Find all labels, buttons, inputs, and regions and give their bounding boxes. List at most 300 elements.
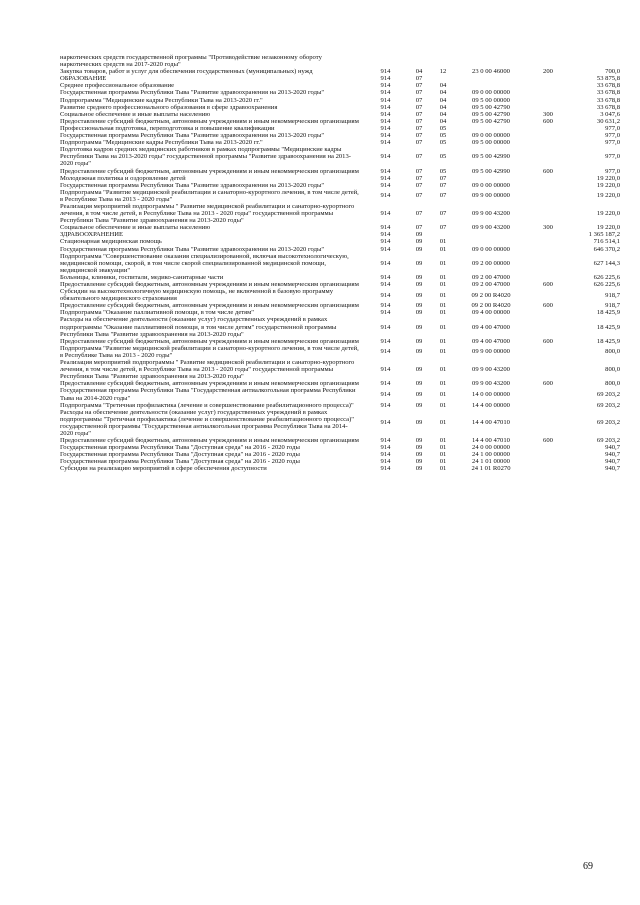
row-admin-code: 914 [380,323,391,331]
table-row [60,82,620,89]
row-amount: 19 220,0 [596,181,620,189]
row-expense-type [527,345,569,359]
row-name: Субсидии на реализацию мероприятий в сфере обеспечения доступности [60,465,267,473]
row-target-article: 09 2 00 R4020 [471,302,511,310]
row-subsection: 01 [439,366,447,374]
row-subsection: 01 [439,444,447,452]
row-expense-type [527,288,569,302]
row-target-article: 09 9 00 00000 [472,192,510,200]
row-admin-code: 914 [380,132,391,140]
row-admin-code: 914 [380,124,391,132]
row-subsection: 07 [439,181,447,189]
row-target-article: 09 2 00 00000 [472,259,510,267]
table-row [60,175,620,182]
row-name: Реализация мероприятий подпрограммы " Развитие медицинской реабилитации и санаторно-курортного лечения, в том числе детей, в Республике Тыва на 2013 - 2020 годы" государственной программы Республики Тыва "Развитие здравоохранения на 2013-2020 годы" [60,202,355,225]
row-target-article: 09 9 00 43200 [472,366,510,374]
row-name: наркотических средств государственной программы "Противодействие незаконному обороту наркотических средств на 2017-2020 годы" [60,54,322,69]
row-expense-type [527,203,569,224]
table-row [60,281,620,288]
row-name: Предоставление субсидий бюджетным, автономным учреждениям и иным некоммерческим организациям [60,167,359,175]
row-admin-code: 914 [380,390,391,398]
row-section: 09 [415,238,423,246]
row-section [407,54,431,68]
row-expense-type [527,82,569,89]
row-expense-type [527,458,569,465]
row-section: 09 [415,419,423,427]
row-name: Реализация мероприятий подпрограммы " Развитие медицинской реабилитации и санаторно-курортного лечения, в том числе детей, в Республике Тыва на 2013 - 2020 годы" государственной программы Республики Тыва "Развитие здравоохранения на 2013-2020 годы" [60,359,355,381]
row-expense-type: 600 [543,167,553,175]
row-amount: 33 678,8 [596,89,620,97]
row-subsection: 05 [439,124,447,132]
row-section: 09 [415,451,423,459]
row-target-article [455,54,527,68]
table-row [60,139,620,146]
row-section: 07 [415,167,423,175]
row-expense-type [527,465,569,472]
table-row [60,302,620,309]
row-target-article: 09 9 00 43200 [472,210,510,218]
row-expense-type [527,146,569,167]
row-amount: 19 220,0 [596,210,620,218]
row-target-article: 24 0 00 00000 [472,444,510,452]
row-name: Государственная программа Республики Тыва "Доступная среда" на 2016 - 2020 годы [60,451,300,459]
row-subsection: 04 [439,82,447,90]
table-row [60,97,620,104]
row-name: Расходы на обеспечение деятельности (оказание услуг) государственных учреждений в рамках подпрограммы "Третичная профилактика (лечение и совершенствование реабилитационного процесса)" государственной программы "Государственная антиалкогольная программа Республики Тыва на 2014-2020 годы" [60,408,354,437]
row-expense-type [527,97,569,104]
row-subsection: 01 [439,437,447,445]
row-section: 09 [415,291,423,299]
row-expense-type: 600 [543,117,553,125]
row-expense-type [527,89,569,96]
row-admin-code: 914 [380,309,391,317]
table-row [60,409,620,437]
row-admin-code: 914 [380,139,391,147]
row-admin-code: 914 [380,181,391,189]
row-subsection: 04 [439,103,447,111]
row-amount: 918,7 [605,302,620,310]
row-target-article: 09 9 00 00000 [472,348,510,356]
table-row [60,68,620,75]
row-admin-code: 914 [380,437,391,445]
row-target-article: 09 0 00 00000 [472,132,510,140]
row-amount: 626 225,6 [593,281,620,288]
row-target-article [455,231,527,238]
row-name: Социальное обеспечение и иные выплаты населению [60,224,211,232]
row-section: 07 [415,132,423,140]
row-expense-type [527,175,569,182]
row-name: Расходы на обеспечение деятельности (оказание услуг) государственных учреждений в рамках подпрограммы "Оказание паллиативной помощи, в том числе детям" государственной программы Республики Тыва "Развитие здравоохранения на 2013-2020 годы" [60,316,337,338]
table-row [60,437,620,444]
row-target-article: 24 1 01 00000 [472,458,510,466]
row-amount: 69 203,2 [596,419,620,427]
row-amount: 18 425,9 [596,309,620,317]
table-row [60,168,620,175]
row-section: 09 [415,380,423,388]
row-amount: 918,7 [605,291,620,299]
row-amount: 18 425,9 [596,323,620,331]
row-amount: 977,0 [605,132,620,140]
row-expense-type [527,246,569,253]
row-admin-code: 914 [380,291,391,299]
row-expense-type [527,189,569,203]
table-row [60,203,620,224]
table-row [60,458,620,465]
row-section: 09 [415,323,423,331]
row-expense-type [527,409,569,437]
row-amount: 53 875,8 [596,75,620,83]
row-target-article [455,238,527,245]
row-admin-code: 914 [380,153,391,161]
row-subsection: 04 [439,110,447,118]
row-name: Профессиональная подготовка, переподготовка и повышение квалификации [60,124,275,132]
row-name: Стационарная медицинская помощь [60,238,162,246]
row-subsection: 01 [439,401,447,409]
table-row [60,380,620,387]
row-amount: 19 220,0 [596,174,620,182]
row-section: 09 [415,245,423,253]
row-amount: 626 225,6 [593,273,620,281]
row-name: Предоставление субсидий бюджетным, автономным учреждениям и иным некоммерческим организациям [60,380,359,388]
row-name: Субсидии на высокотехнологичную медицинскую помощь, не включенной в базовую программу обязательного медицинского страхования [60,288,334,303]
table-row [60,125,620,132]
row-target-article [455,125,527,132]
row-target-article: 24 1 01 R0270 [471,465,511,473]
row-target-article: 09 0 00 00000 [472,181,510,189]
row-admin-code: 914 [380,302,391,310]
row-subsection [431,75,455,82]
row-target-article [455,82,527,89]
row-subsection [431,231,455,238]
row-name: Предоставление субсидий бюджетным, автономным учреждениям и иным некоммерческим организациям [60,117,359,125]
row-admin-code: 914 [380,75,391,83]
table-row [60,132,620,139]
row-section: 07 [415,192,423,200]
row-name: Государственная программа Республики Тыва "Доступная среда" на 2016 - 2020 годы [60,444,300,452]
row-target-article: 14 4 00 47010 [472,419,510,427]
row-amount: 977,0 [605,153,620,161]
row-amount: 940,7 [605,465,620,473]
row-expense-type: 200 [543,68,553,76]
row-subsection: 01 [439,273,447,281]
row-section: 09 [415,259,423,267]
row-target-article: 09 5 00 42990 [472,153,510,161]
table-row [60,238,620,245]
row-target-article: 09 4 00 00000 [472,309,510,317]
row-expense-type [527,402,569,409]
row-name: Подготовка кадров средних медицинских работников в рамках подпрограммы "Медицинские кадры Республики Тыва на 2013-2020 годы" государственной программы "Развитие здравоохранения на 2013-2020 годы" [60,146,351,168]
row-expense-type [527,54,569,68]
row-subsection: 01 [439,348,447,356]
row-name: Подпрограмма "Третичная профилактика (лечение и совершенствование реабилитационного процесса)" [60,401,354,409]
row-amount: 19 220,0 [596,224,620,232]
row-target-article: 09 0 00 00000 [472,89,510,97]
row-amount: 33 678,8 [596,103,620,111]
table-row [60,111,620,118]
row-name: Подпрограмма "Развитие медицинской реабилитации и санаторно-курортного лечения, в том числе детей, в Республике Тыва на 2013 - 2020 годы" [60,344,359,359]
row-amount: 940,7 [605,444,620,452]
row-admin-code: 914 [380,337,391,345]
row-name: Среднее профессиональное образование [60,82,175,90]
row-subsection: 07 [439,210,447,218]
table-row [60,359,620,380]
row-subsection: 05 [439,132,447,140]
row-admin-code: 914 [380,281,391,288]
row-name: Предоставление субсидий бюджетным, автономным учреждениям и иным некоммерческим организациям [60,281,359,288]
row-subsection: 05 [439,167,447,175]
table-row [60,89,620,96]
row-target-article: 09 0 00 00000 [472,245,510,253]
row-admin-code: 914 [380,110,391,118]
row-expense-type: 600 [543,337,553,345]
row-section: 07 [415,153,423,161]
row-expense-type [527,309,569,316]
row-amount: 69 203,2 [596,401,620,409]
row-section: 07 [415,110,423,118]
row-admin-code: 914 [380,167,391,175]
row-section: 09 [415,465,423,473]
row-expense-type: 300 [543,224,553,232]
table-row [60,465,620,472]
row-subsection: 01 [439,309,447,317]
row-admin-code: 914 [380,224,391,232]
row-target-article: 09 4 00 47000 [472,323,510,331]
row-subsection: 04 [439,89,447,97]
row-admin-code: 914 [380,465,391,473]
row-admin-code: 914 [380,231,391,239]
table-row [60,387,620,401]
row-subsection: 01 [439,281,447,288]
table-row [60,189,620,203]
row-name: ОБРАЗОВАНИЕ [60,75,107,83]
row-admin-code: 914 [380,103,391,111]
table-row [60,402,620,409]
row-subsection: 01 [439,259,447,267]
row-section: 09 [415,273,423,281]
row-section: 09 [415,458,423,466]
row-target-article: 14 4 00 00000 [472,401,510,409]
row-subsection: 01 [439,458,447,466]
row-expense-type [527,75,569,82]
row-amount: 977,0 [605,124,620,132]
row-name: Подпрограмма "Совершенствование оказания специализированной, включая высокотехнологическую, медицинской помощи, скорой, в том числе скорой специализированной медицинской помощи, медицинской эвакуации" [60,252,349,274]
row-target-article: 09 5 00 42790 [472,117,510,125]
table-row [60,231,620,238]
row-target-article: 09 9 00 43200 [472,380,510,388]
row-section: 07 [415,75,423,83]
row-section: 07 [415,89,423,97]
row-section: 09 [415,309,423,317]
row-admin-code: 914 [380,174,391,182]
row-target-article [455,75,527,82]
row-subsection: 01 [439,323,447,331]
row-expense-type: 600 [543,302,553,310]
row-target-article: 09 2 00 47000 [472,273,510,281]
row-name: Подпрограмма "Медицинские кадры Республики Тыва на 2013-2020 гг." [60,96,263,104]
row-name: Закупка товаров, работ и услуг для обеспечения государственных (муниципальных) нужд [60,68,313,76]
row-section: 09 [415,390,423,398]
row-amount: 800,0 [605,380,620,388]
row-section: 07 [415,124,423,132]
row-admin-code: 914 [380,89,391,97]
row-expense-type: 600 [543,437,553,445]
row-expense-type [527,104,569,111]
row-admin-code: 914 [380,419,391,427]
row-name: Подпрограмма "Развитие медицинской реабилитации и санаторно-курортного лечения, в том числе детей, в Республике Тыва на 2013 - 2020 годы" [60,188,359,203]
row-section: 09 [415,444,423,452]
row-amount: 646 370,2 [593,245,620,253]
row-name: Государственная программа Республики Тыва "Государственная антиалкогольная программа Республики Тыва на 2014-2020 годы" [60,387,356,402]
table-row [60,338,620,345]
row-amount: 18 425,9 [596,337,620,345]
table-row [60,253,620,274]
row-section: 09 [415,366,423,374]
row-admin-code: 914 [380,117,391,125]
row-target-article: 14 4 00 47010 [472,437,510,445]
row-amount: 977,0 [605,167,620,175]
row-target-article: 09 5 00 42790 [472,110,510,118]
row-target-article: 09 9 00 43200 [472,224,510,232]
row-expense-type [527,359,569,380]
row-amount: 627 144,3 [593,259,620,267]
row-name: Государственная программа Республики Тыва "Доступная среда" на 2016 - 2020 годы [60,458,300,466]
row-admin-code: 914 [380,458,391,466]
row-amount: 940,7 [605,458,620,466]
row-amount: 33 678,8 [596,96,620,104]
row-target-article: 09 5 00 42990 [472,167,510,175]
row-target-article: 23 0 00 46000 [472,68,510,76]
row-amount: 69 203,2 [596,437,620,445]
row-subsection: 01 [439,245,447,253]
row-name: Подпрограмма "Оказание паллиативной помощи, в том числе детям" [60,309,254,317]
row-subsection: 07 [439,224,447,232]
row-admin-code: 914 [380,451,391,459]
row-subsection: 01 [439,302,447,310]
row-target-article: 09 5 00 42790 [472,103,510,111]
row-admin-code: 914 [380,380,391,388]
row-section: 07 [415,181,423,189]
row-name: Государственная программа Республики Тыва "Развитие здравоохранения на 2013-2020 годы" [60,132,325,140]
row-expense-type [527,444,569,451]
row-name: Государственная программа Республики Тыва "Развитие здравоохранения на 2013-2020 годы" [60,89,325,97]
row-name: Государственная программа Республики Тыва "Развитие здравоохранения на 2013-2020 годы" [60,245,325,253]
row-admin-code: 914 [380,68,391,76]
table-row [60,288,620,302]
row-amount: 3 047,6 [600,110,620,118]
table-row [60,309,620,316]
table-row [60,75,620,82]
row-section: 07 [415,139,423,147]
row-admin-code: 914 [380,259,391,267]
row-name: ЗДРАВООХРАНЕНИЕ [60,231,124,239]
row-section: 07 [415,224,423,232]
row-name: Предоставление субсидий бюджетным, автономным учреждениям и иным некоммерческим организациям [60,337,359,345]
row-section: 07 [415,82,423,90]
row-section: 09 [415,231,423,239]
row-admin-code: 914 [380,82,391,90]
row-subsection: 01 [439,291,447,299]
row-subsection: 12 [439,68,447,76]
row-name: Предоставление субсидий бюджетным, автономным учреждениям и иным некоммерческим организациям [60,437,359,445]
row-subsection: 01 [439,337,447,345]
row-subsection: 07 [439,192,447,200]
row-subsection: 01 [439,238,447,246]
row-admin-code: 914 [380,192,391,200]
table-row [60,246,620,253]
row-amount: 69 203,2 [596,390,620,398]
table-row [60,54,620,68]
row-section: 07 [415,117,423,125]
row-subsection: 07 [439,174,447,182]
row-section: 07 [415,174,423,182]
table-row [60,224,620,231]
row-amount: 30 631,2 [596,117,620,125]
row-target-article: 09 5 00 00000 [472,96,510,104]
row-name: Предоставление субсидий бюджетным, автономным учреждениям и иным некоммерческим организациям [60,302,359,310]
row-expense-type [527,182,569,189]
row-name: Больницы, клиники, госпитали, медико-санитарные части [60,273,224,281]
row-subsection: 05 [439,139,447,147]
row-expense-type [527,316,569,337]
row-subsection: 01 [439,451,447,459]
row-section: 07 [415,96,423,104]
row-amount: 700,0 [605,68,620,76]
row-subsection: 01 [439,390,447,398]
row-subsection: 05 [439,153,447,161]
row-expense-type [527,125,569,132]
row-subsection: 04 [439,117,447,125]
row-amount: 19 220,0 [596,192,620,200]
budget-table-body [60,54,620,473]
row-expense-type: 300 [543,110,553,118]
row-name: Развитие среднего профессионального образования в сфере здравоохранения [60,103,278,111]
row-amount: 716 514,1 [593,238,620,246]
row-amount: 977,0 [605,139,620,147]
row-name: Государственная программа Республики Тыва "Развитие здравоохранения на 2013-2020 годы" [60,181,325,189]
row-subsection: 04 [439,96,447,104]
row-admin-code: 914 [380,245,391,253]
table-row [60,444,620,451]
page-number: 69 [583,861,593,872]
row-subsection: 01 [439,465,447,473]
row-name: Подпрограмма "Медицинские кадры Республики Тыва на 2013-2020 гг." [60,139,263,147]
row-name: Молодежная политика и оздоровление детей [60,174,186,182]
table-row [60,146,620,167]
table-row [60,118,620,125]
row-expense-type [527,139,569,146]
row-expense-type [527,238,569,245]
row-subsection: 01 [439,380,447,388]
row-target-article: 14 0 00 00000 [472,390,510,398]
row-amount: 800,0 [605,366,620,374]
budget-table [60,54,620,473]
row-admin-code: 914 [380,96,391,104]
row-expense-type [527,451,569,458]
row-target-article: 09 4 00 47000 [472,337,510,345]
row-amount: 1 365 187,2 [588,231,620,239]
row-admin-code: 914 [380,366,391,374]
row-section: 09 [415,302,423,310]
row-section: 09 [415,281,423,288]
row-subsection: 01 [439,419,447,427]
row-admin-code: 914 [380,401,391,409]
row-admin-code: 914 [380,238,391,246]
row-target-article: 24 1 00 00000 [472,451,510,459]
table-row [60,316,620,337]
row-amount: 33 678,8 [596,82,620,90]
row-target-article: 09 2 00 47000 [472,281,510,288]
row-subsection [431,54,455,68]
